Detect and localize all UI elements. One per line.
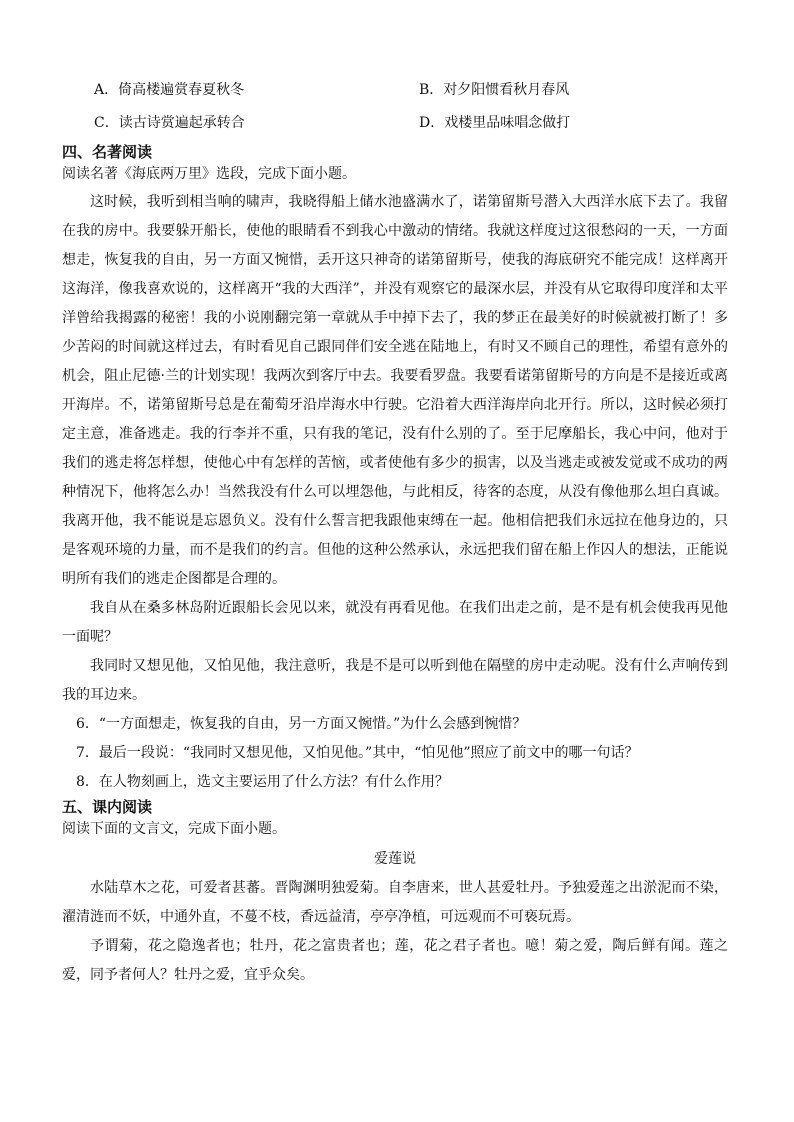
- option-d: D．戏楼里品味唱念做打: [419, 115, 571, 131]
- option-c: C．读古诗赏遍起承转合: [94, 115, 245, 131]
- question-6: 6．“一方面想走，恢复我的自由，另一方面又惋惜。”为什么会感到惋惜？: [76, 716, 527, 732]
- section-famous-works-reading: [62, 142, 728, 797]
- section-classical-reading: [62, 797, 728, 990]
- passage-paragraph: 我同时又想见他，又怕见他，我注意听，我是不是可以听到他在隔壁的房中走动呢。没有什么声响传到我的耳边来。: [62, 658, 728, 703]
- section-4-heading: 四、名著阅读: [62, 143, 153, 161]
- question-7: 7．最后一段说：“我同时又想见他，又怕见他。”其中，“怕见他”照应了前文中的哪一句话？: [76, 745, 639, 761]
- essay-title: 爱莲说: [374, 851, 416, 867]
- passage-paragraph: 这时候，我听到相当响的啸声，我晓得船上储水池盛满水了，诺第留斯号潜入大西洋水底下去了。我留在我的房中。我要躲开船长，使他的眼睛看不到我心中激动的情绪。我就这样度过这很愁闷的一天，一方面想走，恢复我的自由，另一方面又惋惜，丢开这只神奇的诺第留斯号，使我的海底研究不能完成！这样离开这海洋，像我喜欢说的，这样离开“我的大西洋”，并没有观察它的最深水层，并没有从它取得印度洋和太平洋曾给我揭露的秘密！我的小说刚翻完第一章就从手中掉下去了，我的梦正在最美好的时候就被打断了！多少苦闷的时间就这样过去，有时看见自己跟同伴们安全逃在陆地上，有时又不顾自己的理性，希望有意外的机会，阻止尼德·兰的计划实现！我两次到客厅中去。我要看罗盘。我要看诺第留斯号的方向是不是接近或离开海岸。不，诺第留斯号总是在葡萄牙沿岸海水中行驶。它沿着大西洋海岸向北开行。所以，这时候必须打定主意，准备逃走。我的行李并不重，只有我的笔记，没有什么别的了。至于尼摩船长，我心中问，他对于我们的逃走将怎样想，使他心中有怎样的苦恼，或者使他有多少的损害，以及当逃走或被发觉或不成功的两种情况下，他将怎么办！当然我没有什么可以埋怨他，与此相反，待客的态度，从没有像他那么坦白真诚。我离开他，我不能说是忘恩负义。没有什么誓言把我跟他束缚在一起。他相信把我们永远拉在他身边的，只是客观环境的力量，而不是我们的约言。但他的这种公然承认，永远把我们留在船上作囚人的想法，正能说明所有我们的逃走企图都是合理的。: [62, 194, 728, 587]
- option-a: A．倚高楼遍赏春夏秋冬: [94, 82, 245, 98]
- passage-paragraph: 我自从在桑多林岛附近跟船长会见以来，就没有再看见他。在我们出走之前，是不是有机会使我再见他一面呢？: [62, 600, 728, 645]
- section-5-intro: 阅读下面的文言文，完成下面小题。: [62, 821, 286, 837]
- section-4-intro: 阅读名著《海底两万里》选段，完成下面小题。: [62, 166, 356, 182]
- question-8: 8．在人物刻画上，选文主要运用了什么方法？有什么作用？: [76, 774, 449, 790]
- essay-paragraph: 予谓菊，花之隐逸者也；牡丹，花之富贵者也；莲，花之君子者也。噫！菊之爱，陶后鲜有闻。莲之爱，同予者何人？牡丹之爱，宜乎众矣。: [62, 938, 728, 983]
- essay-paragraph: 水陆草木之花，可爱者甚蕃。晋陶渊明独爱菊。自李唐来，世人甚爱牡丹。予独爱莲之出淤泥而不染，濯清涟而不妖，中通外直，不蔓不枝，香远益清，亭亭净植，可远观而不可亵玩焉。: [62, 880, 728, 925]
- answer-options: [62, 78, 728, 142]
- section-5-heading: 五、课内阅读: [62, 798, 153, 816]
- option-b: B．对夕阳惯看秋月春风: [419, 82, 570, 98]
